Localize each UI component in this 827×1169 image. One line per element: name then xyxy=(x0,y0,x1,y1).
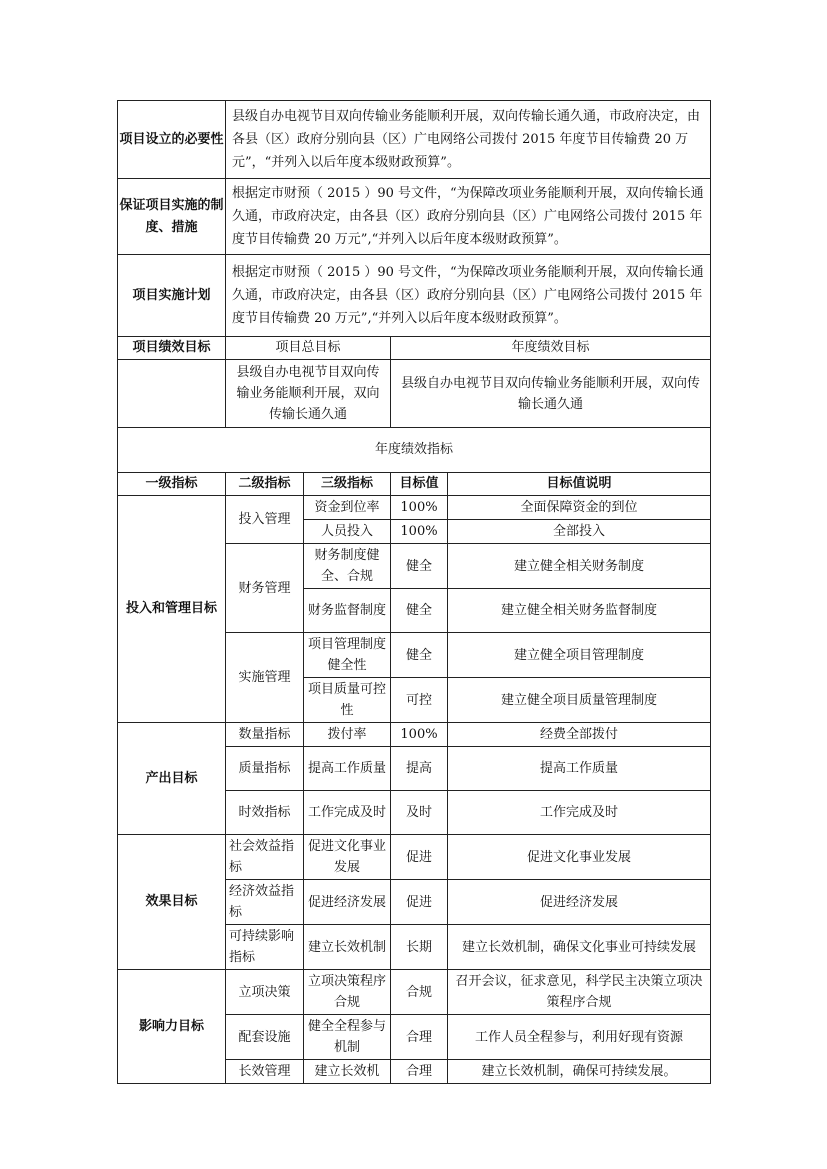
level2-indicator: 经济效益指标 xyxy=(226,880,304,925)
level3-indicator: 财务监督制度 xyxy=(304,589,391,633)
necessity-text: 县级自办电视节目双向传输业务能顺利开展，双向传输长通久通，市政府决定，由各县（区）政府分别向县（区）广电网络公司拨付 2015 年度节目传输费 20 万元”，“并列入以后年度本级财政预算”。 xyxy=(226,101,711,179)
plan-text: 根据定市财预（ 2015 ）90 号文件，“为保障改项业务能顺利开展，双向传输长通久通，市政府决定，由各县（区）政府分别向县（区）广电网络公司拨付 2015 年度节目传输费 20 万元”,“并列入以后年度本级财政预算”。 xyxy=(226,255,711,337)
level3-indicator: 健全全程参与机制 xyxy=(304,1015,391,1060)
level3-indicator: 促进文化事业发展 xyxy=(304,835,391,880)
target-value: 可控 xyxy=(391,678,448,723)
target-description: 建立健全相关财务监督制度 xyxy=(448,589,711,633)
target-description: 建立长效机制，确保可持续发展。 xyxy=(448,1060,711,1084)
target-description: 全面保障资金的到位 xyxy=(448,496,711,520)
target-value: 100% xyxy=(391,496,448,520)
target-description: 建立健全项目质量管理制度 xyxy=(448,678,711,723)
plan-row xyxy=(118,255,711,337)
column-header: 三级指标 xyxy=(304,473,391,496)
level2-indicator: 配套设施 xyxy=(226,1015,304,1060)
level3-indicator: 项目质量可控性 xyxy=(304,678,391,723)
indicator-row xyxy=(118,496,711,520)
guarantee-label: 保证项目实施的制度、措施 xyxy=(118,179,226,255)
target-value: 健全 xyxy=(391,633,448,678)
target-description: 促进经济发展 xyxy=(448,880,711,925)
level3-indicator: 项目管理制度健全性 xyxy=(304,633,391,678)
column-header: 目标值说明 xyxy=(448,473,711,496)
level1-indicator: 投入和管理目标 xyxy=(118,496,226,723)
level3-indicator: 促进经济发展 xyxy=(304,880,391,925)
level2-indicator: 社会效益指标 xyxy=(226,835,304,880)
level3-indicator: 建立长效机 xyxy=(304,1060,391,1084)
indicators-title-row xyxy=(118,428,711,473)
level1-indicator: 产出目标 xyxy=(118,723,226,835)
column-header: 一级指标 xyxy=(118,473,226,496)
target-description: 提高工作质量 xyxy=(448,747,711,791)
level2-indicator: 立项决策 xyxy=(226,970,304,1015)
indicator-row xyxy=(118,835,711,880)
target-value: 健全 xyxy=(391,589,448,633)
column-header: 二级指标 xyxy=(226,473,304,496)
target-description: 经费全部拨付 xyxy=(448,723,711,747)
guarantee-text: 根据定市财预（ 2015 ）90 号文件，“为保障改项业务能顺利开展，双向传输长通久通，市政府决定，由各县（区）政府分别向县（区）广电网络公司拨付 2015 年度节目传输费 20 万元”,“并列入以后年度本级财政预算”。 xyxy=(226,179,711,255)
target-value: 长期 xyxy=(391,925,448,970)
level2-indicator: 可持续影响指标 xyxy=(226,925,304,970)
target-value: 合理 xyxy=(391,1060,448,1084)
performance-table xyxy=(117,100,711,1084)
level3-indicator: 财务制度健全、合规 xyxy=(304,544,391,589)
goals-label: 项目绩效目标 xyxy=(118,337,226,360)
level3-indicator: 提高工作质量 xyxy=(304,747,391,791)
target-value: 100% xyxy=(391,723,448,747)
indicators-title: 年度绩效指标 xyxy=(118,428,711,473)
target-description: 促进文化事业发展 xyxy=(448,835,711,880)
level1-indicator: 影响力目标 xyxy=(118,970,226,1084)
target-value: 100% xyxy=(391,520,448,544)
target-description: 建立健全相关财务制度 xyxy=(448,544,711,589)
target-value: 合规 xyxy=(391,970,448,1015)
level2-indicator: 质量指标 xyxy=(226,747,304,791)
target-value: 合理 xyxy=(391,1015,448,1060)
level2-indicator: 财务管理 xyxy=(226,544,304,633)
goals-header-row xyxy=(118,337,711,360)
target-description: 召开会议，征求意见，科学民主决策立项决策程序合规 xyxy=(448,970,711,1015)
level3-indicator: 资金到位率 xyxy=(304,496,391,520)
annual-goal-text: 县级自办电视节目双向传输业务能顺利开展，双向传输长通久通 xyxy=(391,360,711,428)
column-header-row xyxy=(118,473,711,496)
target-description: 工作完成及时 xyxy=(448,791,711,835)
target-description: 建立健全项目管理制度 xyxy=(448,633,711,678)
level3-indicator: 人员投入 xyxy=(304,520,391,544)
level2-indicator: 投入管理 xyxy=(226,496,304,544)
target-value: 提高 xyxy=(391,747,448,791)
overall-goal-text: 县级自办电视节目双向传输业务能顺利开展，双向传输长通久通 xyxy=(226,360,391,428)
level2-indicator: 数量指标 xyxy=(226,723,304,747)
level3-indicator: 工作完成及时 xyxy=(304,791,391,835)
target-description: 工作人员全程参与，利用好现有资源 xyxy=(448,1015,711,1060)
target-value: 健全 xyxy=(391,544,448,589)
goals-text-row xyxy=(118,360,711,428)
level2-indicator: 实施管理 xyxy=(226,633,304,723)
indicator-row xyxy=(118,970,711,1015)
target-description: 建立长效机制，确保文化事业可持续发展 xyxy=(448,925,711,970)
target-value: 促进 xyxy=(391,835,448,880)
target-description: 全部投入 xyxy=(448,520,711,544)
level1-indicator: 效果目标 xyxy=(118,835,226,970)
overall-goal-header: 项目总目标 xyxy=(226,337,391,360)
performance-goal-form xyxy=(117,100,710,1084)
goals-empty-cell xyxy=(118,360,226,428)
target-value: 及时 xyxy=(391,791,448,835)
level2-indicator: 时效指标 xyxy=(226,791,304,835)
level3-indicator: 建立长效机制 xyxy=(304,925,391,970)
level2-indicator: 长效管理 xyxy=(226,1060,304,1084)
level3-indicator: 立项决策程序合规 xyxy=(304,970,391,1015)
necessity-label: 项目设立的必要性 xyxy=(118,101,226,179)
level3-indicator: 拨付率 xyxy=(304,723,391,747)
guarantee-row xyxy=(118,179,711,255)
plan-label: 项目实施计划 xyxy=(118,255,226,337)
target-value: 促进 xyxy=(391,880,448,925)
annual-goal-header: 年度绩效目标 xyxy=(391,337,711,360)
indicator-row xyxy=(118,723,711,747)
column-header: 目标值 xyxy=(391,473,448,496)
necessity-row xyxy=(118,101,711,179)
